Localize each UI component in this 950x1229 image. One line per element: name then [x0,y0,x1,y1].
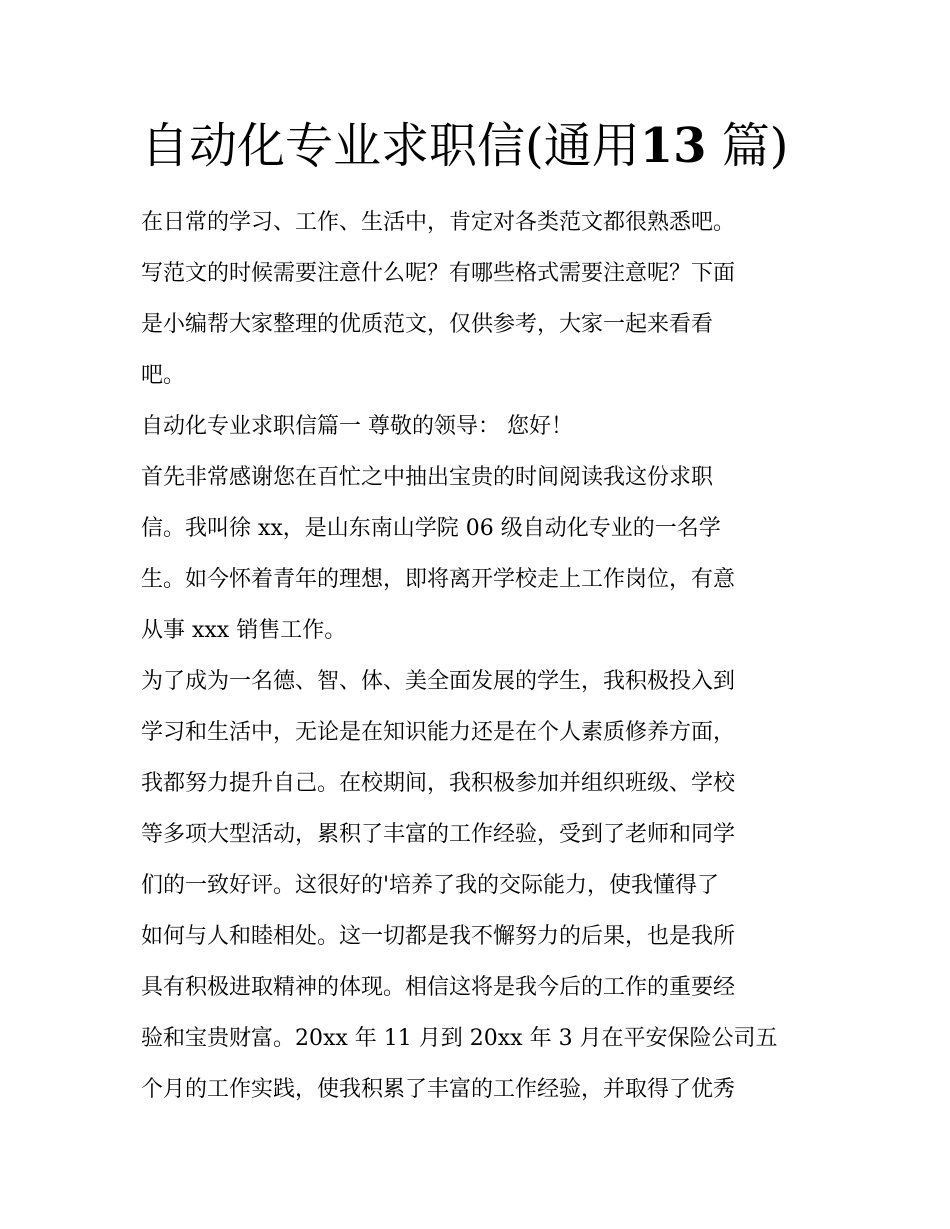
title-prefix: 自动化专业求职信(通用 [141,118,640,174]
body-line: 是小编帮大家整理的优质范文，仅供参考，大家一起来看看 [141,312,714,337]
title-number: 13 [639,118,707,174]
body-line: 等多项大型活动，累积了丰富的工作经验，受到了老师和同学 [141,822,736,847]
body-line: 从事 xxx 销售工作。 [141,618,347,643]
body-line: 验和宝贵财富。20xx 年 11 月到 20xx 年 3 月在平安保险公司五 [141,1026,778,1051]
document-title [141,112,841,180]
body-line: 学习和生活中，无论是在知识能力还是在个人素质修养方面， [141,720,736,745]
body-line: 自动化专业求职信篇一 尊敬的领导： 您好！ [141,414,573,439]
document-body [141,197,813,1115]
body-line: 如何与人和睦相处。这一切都是我不懈努力的后果，也是我所 [141,924,736,949]
body-line: 我都努力提升自己。在校期间，我积极参加并组织班级、学校 [141,771,736,796]
body-line: 为了成为一名德、智、体、美全面发展的学生，我积极投入到 [141,669,736,694]
body-line: 信。我叫徐 xx，是山东南山学院 06 级自动化专业的一名学 [141,516,721,541]
body-line: 首先非常感谢您在百忙之中抽出宝贵的时间阅读我这份求职 [141,465,714,490]
body-line: 吧。 [141,363,186,388]
title-suffix: 篇) [721,118,789,174]
body-line: 具有积极进取精神的体现。相信这将是我今后的工作的重要经 [141,975,736,1000]
body-line: 写范文的时候需要注意什么呢？有哪些格式需要注意呢？下面 [141,261,736,286]
body-line: 生。如今怀着青年的理想，即将离开学校走上工作岗位，有意 [141,567,736,592]
body-line: 们的一致好评。这很好的'培养了我的交际能力，使我懂得了 [141,873,720,898]
body-line: 个月的工作实践，使我积累了丰富的工作经验，并取得了优秀 [141,1077,736,1102]
body-line: 在日常的学习、工作、生活中，肯定对各类范文都很熟悉吧。 [141,210,736,235]
